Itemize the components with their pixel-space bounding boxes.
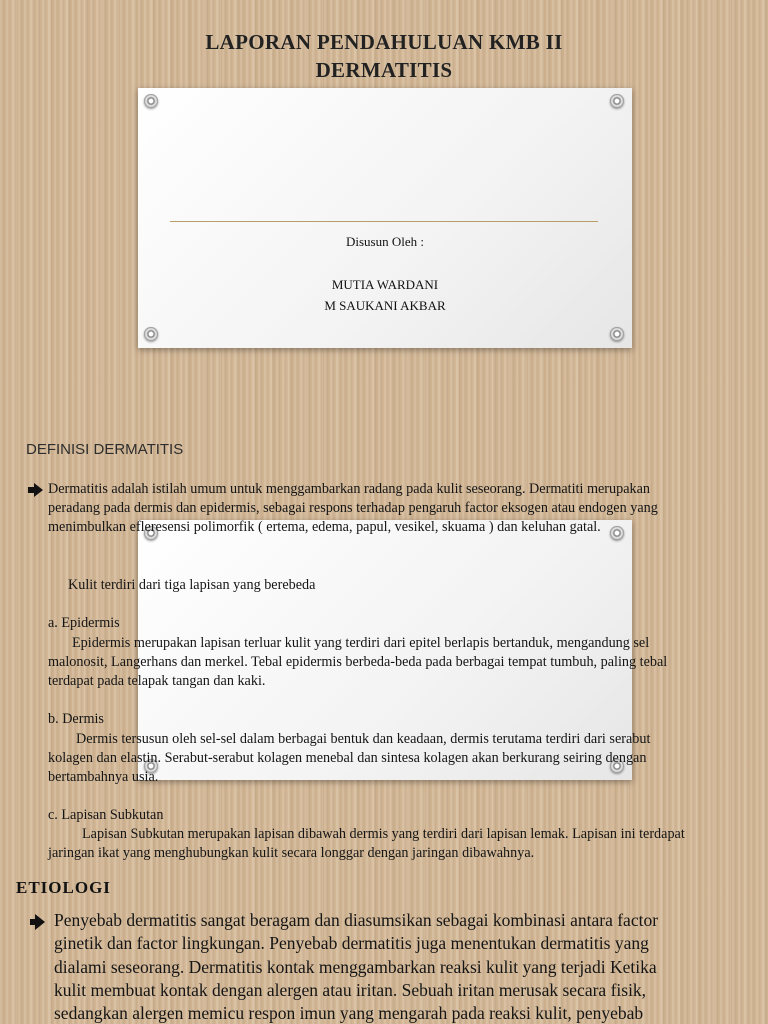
paragraph-line: Dermis tersusun oleh sel-sel dalam berbagai bentuk dan keadaan, dermis terutama terdiri dari serabut xyxy=(76,731,651,747)
section-heading: ETIOLOGI xyxy=(16,878,111,897)
paragraph-line: kolagen dan elastin. Serabut-serabut kolagen menebal dan sintesa kolagen akan berkurang seiring dengan xyxy=(48,750,647,766)
author-name: MUTIA WARDANI xyxy=(331,277,439,292)
intro-text: Kulit terdiri dari tiga lapisan yang berebeda xyxy=(68,577,316,593)
paragraph-line: Lapisan Subkutan merupakan lapisan dibawah dermis yang terdiri dari lapisan lemak. Lapisan ini terdapat xyxy=(82,826,685,842)
slide-title-line1: LAPORAN PENDAHULUAN KMB II xyxy=(205,30,563,54)
paragraph-line: terdapat pada telapak tangan dan kaki. xyxy=(48,673,266,689)
paragraph-line: jaringan ikat yang menghubungkan kulit secara longgar dengan jaringan dibawahnya. xyxy=(48,845,535,861)
bullet-text: Dermatitis adalah istilah umum untuk menggambarkan radang pada kulit seseorang. Dermatiti merupakan xyxy=(48,481,650,497)
pushpin-icon xyxy=(610,526,624,540)
bullet-text: peradang pada dermis dan epidermis, sebagai respons terhadap pengaruh factor eksogen atau endogen yang xyxy=(48,500,658,516)
slide-etiology xyxy=(0,868,768,1024)
pushpin-icon xyxy=(610,94,624,108)
subheading-dermis: b. Dermis xyxy=(48,711,104,727)
bullet-text: menimbulkan efleresensi polimorfik ( ertema, edema, papul, vesikel, skuama ) dan keluhan gatal. xyxy=(48,519,601,535)
arrow-right-icon xyxy=(34,483,43,497)
slide-definition xyxy=(0,432,768,868)
pushpin-icon xyxy=(144,327,158,341)
pushpin-icon xyxy=(610,327,624,341)
paragraph-line: Epidermis merupakan lapisan terluar kulit yang terdiri dari epitel berlapis bertanduk, mengandung sel xyxy=(72,635,650,651)
arrow-right-icon xyxy=(35,914,45,930)
section-heading: DEFINISI DERMATITIS xyxy=(26,441,184,458)
bullet-text: dialami seseorang. Dermatitis kontak menggambarkan reaksi kulit yang terjadi Ketika xyxy=(54,957,657,977)
subheading-subkutan: c. Lapisan Subkutan xyxy=(48,807,164,823)
bullet-text: sedangkan alergen memicu respon imun yang mengarah pada reaksi kulit, penyebab xyxy=(54,1003,644,1023)
prepared-by-label: Disusun Oleh : xyxy=(346,234,424,249)
slide-title-line2: DERMATITIS xyxy=(315,58,453,82)
bullet-text: kulit membuat kontak dengan alergen atau iritan. Sebuah iritan merusak secara fisik, xyxy=(54,980,647,1000)
bullet-text: Penyebab dermatitis sangat beragam dan diasumsikan sebagai kombinasi antara factor xyxy=(54,910,659,930)
paragraph-line: bertambahnya usia. xyxy=(48,769,159,785)
subheading-epidermis: a. Epidermis xyxy=(48,615,120,631)
author-name: M SAUKANI AKBAR xyxy=(324,298,446,313)
bullet-text: ginetik dan factor lingkungan. Penyebab dermatitis juga menentukan dermatitis yang xyxy=(54,933,649,953)
pushpin-icon xyxy=(144,94,158,108)
paragraph-line: malonosit, Langerhans dan merkel. Tebal epidermis berbeda-beda pada berbagai tempat tumbuh, paling tebal xyxy=(48,654,668,670)
slide-title xyxy=(0,0,768,432)
divider-line xyxy=(170,221,598,222)
